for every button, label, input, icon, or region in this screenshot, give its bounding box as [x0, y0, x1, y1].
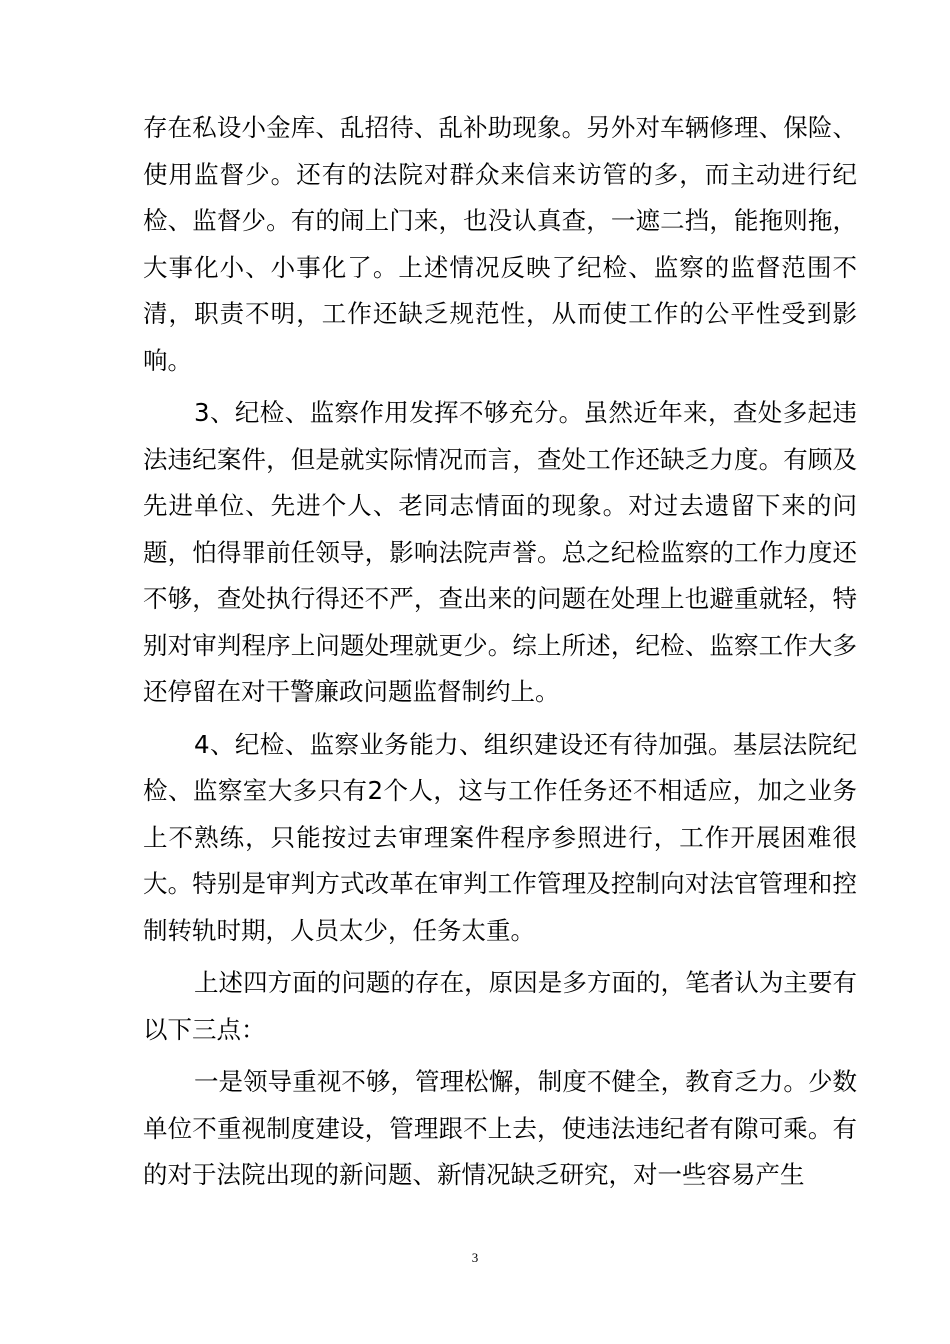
paragraph-cause-1: 一是领导重视不够，管理松懈，制度不健全，教育乏力。少数单位不重视制度建设，管理跟不上去，使违法违纪者有隙可乘。有的对于法院出现的新问题、新情况缺乏研究，对一些容易产生 — [143, 1067, 857, 1189]
paragraph-point-3: 3、纪检、监察作用发挥不够充分。虽然近年来，查处多起违法违纪案件，但是就实际情况而言，查处工作还缺乏力度。有顾及先进单位、先进个人、老同志情面的现象。对过去遗留下来的问题，怕得罪前任领导，影响法院声誉。总之纪检监察的工作力度还不够，查处执行得还不严，查出来的问题在处理上也避重就轻，特别对审判程序上问题处理就更少。综上所述，纪检、监察工作大多还停留在对干警廉政问题监督制约上。 — [143, 398, 857, 706]
paragraph-continued: 存在私设小金库、乱招待、乱补助现象。另外对车辆修理、保险、使用监督少。还有的法院对群众来信来访管的多，而主动进行纪检、监督少。有的闹上门来，也没认真查，一遮二挡，能拖则拖，大事化小、小事化了。上述情况反映了纪检、监察的监督范围不清，职责不明，工作还缺乏规范性，从而使工作的公平性受到影响。 — [143, 113, 857, 375]
body-text — [143, 105, 857, 1199]
page-number: 3 — [471, 1250, 479, 1265]
paragraph-point-4: 4、纪检、监察业务能力、组织建设还有待加强。基层法院纪检、监察室大多只有2个人，这与工作任务还不相适应，加之业务上不熟练，只能按过去审理案件程序参照进行，工作开展困难很大。特别是审判方式改革在审判工作管理及控制向对法官管理和控制转轨时期，人员太少，任务太重。 — [143, 729, 857, 945]
paragraph-causes-intro: 上述四方面的问题的存在，原因是多方面的，笔者认为主要有以下三点： — [143, 968, 857, 1044]
